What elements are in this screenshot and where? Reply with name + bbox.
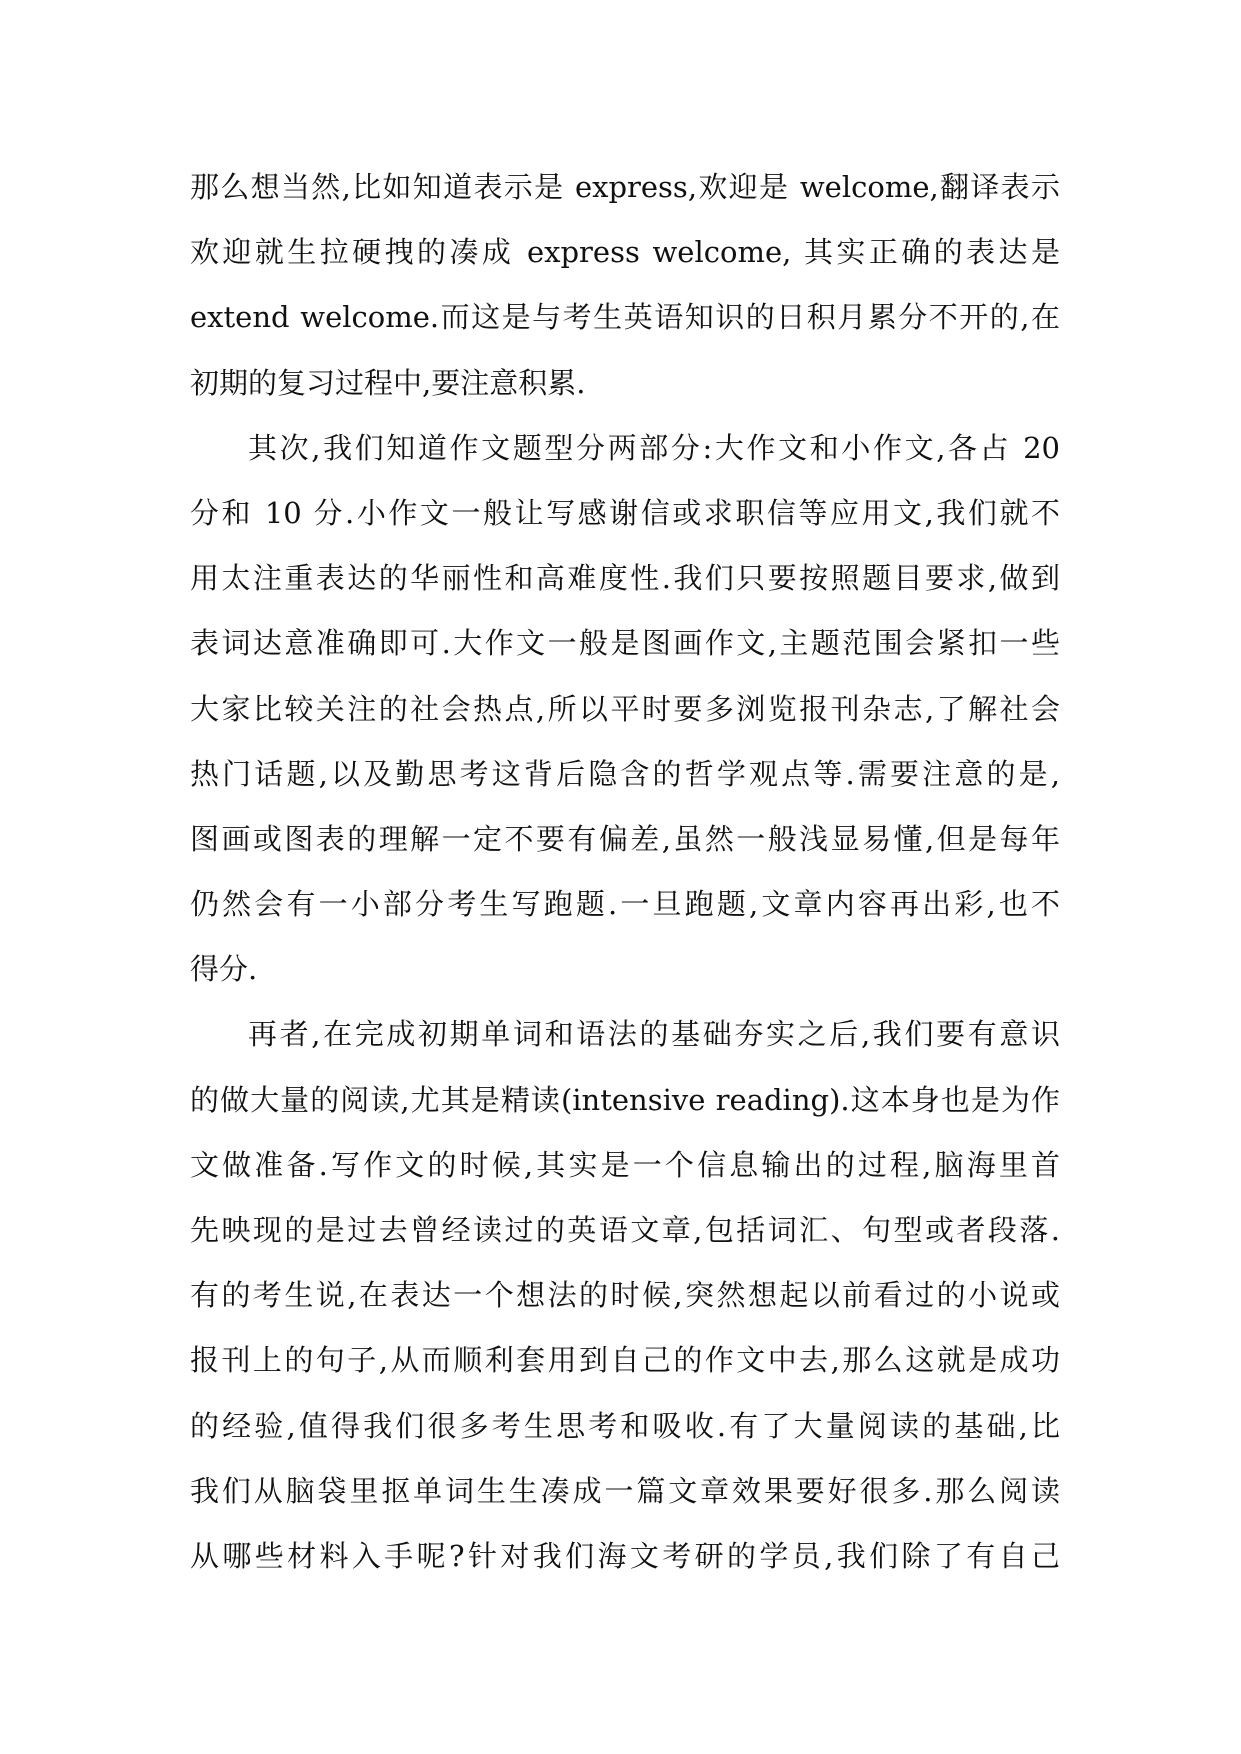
body-text (190, 155, 1060, 1589)
text-line: 表词达意准确即可.大作文一般是图画作文,主题范围会紧扣一些 (190, 626, 1060, 661)
text-line: 文做准备.写作文的时候,其实是一个信息输出的过程,脑海里首 (190, 1147, 1060, 1182)
text-line: 得分. (190, 952, 258, 987)
text-line: 初期的复习过程中,要注意积累. (190, 365, 586, 400)
text-line: 先映现的是过去曾经读过的英语文章,包括词汇、句型或者段落. (190, 1213, 1060, 1247)
text-line: 有的考生说,在表达一个想法的时候,突然想起以前看过的小说或 (190, 1278, 1060, 1313)
paragraph-2 (190, 416, 1060, 1003)
text-line: 图画或图表的理解一定不要有偏差,虽然一般浅显易懂,但是每年 (190, 821, 1060, 856)
text-line: 的经验,值得我们很多考生思考和吸收.有了大量阅读的基础,比 (190, 1408, 1060, 1443)
text-line: 用太注重表达的华丽性和高难度性.我们只要按照题目要求,做到 (190, 561, 1060, 596)
text-line: 报刊上的句子,从而顺利套用到自己的作文中去,那么这就是成功 (190, 1343, 1060, 1378)
paragraph-3 (190, 1002, 1060, 1589)
text-line: 那么想当然,比如知道表示是 express,欢迎是 welcome,翻译表示 (190, 170, 1060, 204)
paragraph-1 (190, 155, 1060, 416)
text-line: 仍然会有一小部分考生写跑题.一旦跑题,文章内容再出彩,也不 (190, 887, 1060, 922)
text-line: 的做大量的阅读,尤其是精读(intensive reading).这本身也是为作 (190, 1082, 1060, 1117)
text-line: extend welcome.而这是与考生英语知识的日积月累分不开的,在 (190, 300, 1060, 335)
text-line: 分和 10 分.小作文一般让写感谢信或求职信等应用文,我们就不 (190, 495, 1060, 530)
text-line: 欢迎就生拉硬拽的凑成 express welcome, 其实正确的表达是 (190, 235, 1060, 270)
text-line: 再者,在完成初期单词和语法的基础夯实之后,我们要有意识 (248, 1017, 1060, 1052)
text-line: 其次,我们知道作文题型分两部分:大作文和小作文,各占 20 (248, 430, 1060, 465)
text-line: 我们从脑袋里抠单词生生凑成一篇文章效果要好很多.那么阅读 (190, 1473, 1060, 1508)
text-line: 大家比较关注的社会热点,所以平时要多浏览报刊杂志,了解社会 (190, 691, 1060, 726)
text-line: 从哪些材料入手呢?针对我们海文考研的学员,我们除了有自己 (190, 1538, 1060, 1573)
text-line: 热门话题,以及勤思考这背后隐含的哲学观点等.需要注意的是, (190, 756, 1060, 791)
